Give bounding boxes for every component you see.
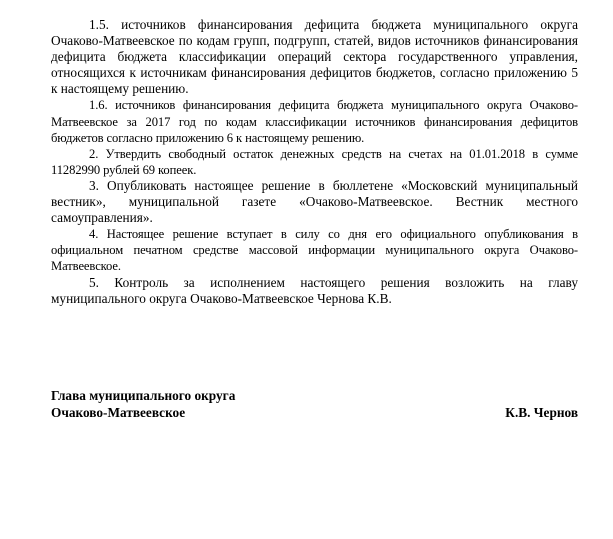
paragraph-3: 3. Опубликовать настоящее решение в бюллетене «Московский муниципальный вестник», муниципальной газете «Очаково-Матвеевское. Вестник местного самоуправления». <box>51 177 578 226</box>
paragraph-2: 2. Утвердить свободный остаток денежных средств на счетах на 01.01.2018 в сумме 11282990 рублей 69 копеек. <box>51 146 578 177</box>
paragraph-5: 5. Контроль за исполнением настоящего решения возложить на главу муниципального округа Очаково-Матвеевское Чернова К.В. <box>51 274 578 306</box>
signature-line <box>51 404 578 421</box>
paragraph-4: 4. Настоящее решение вступает в силу со дня его официального опубликования в официальном печатном средстве массовой информации муниципального округа Очаково-Матвеевское. <box>51 227 578 274</box>
signature-title-line2: Очаково-Матвеевское <box>51 405 186 420</box>
paragraph-1-6: 1.6. источников финансирования дефицита бюджета муниципального округа Очаково-Матвеевское за 2017 год по кодам классификации источников финансирования дефицитов бюджетов согласно приложению 6 к настоящему решению. <box>51 98 578 145</box>
document-body <box>51 17 578 307</box>
signature-title-line1: Глава муниципального округа <box>51 388 236 403</box>
signature-name: К.В. Чернов <box>505 405 578 420</box>
signature-block <box>51 387 578 421</box>
paragraph-1-5: 1.5. источников финансирования дефицита бюджета муниципального округа Очаково-Матвеевское по кодам групп, подгрупп, статей, видов источников финансирования дефицита бюджета классификации операций сектора государственного управления, относящихся к источникам финансирования дефицитов бюджетов, согласно приложению 5 к настоящему решению. <box>51 17 578 97</box>
